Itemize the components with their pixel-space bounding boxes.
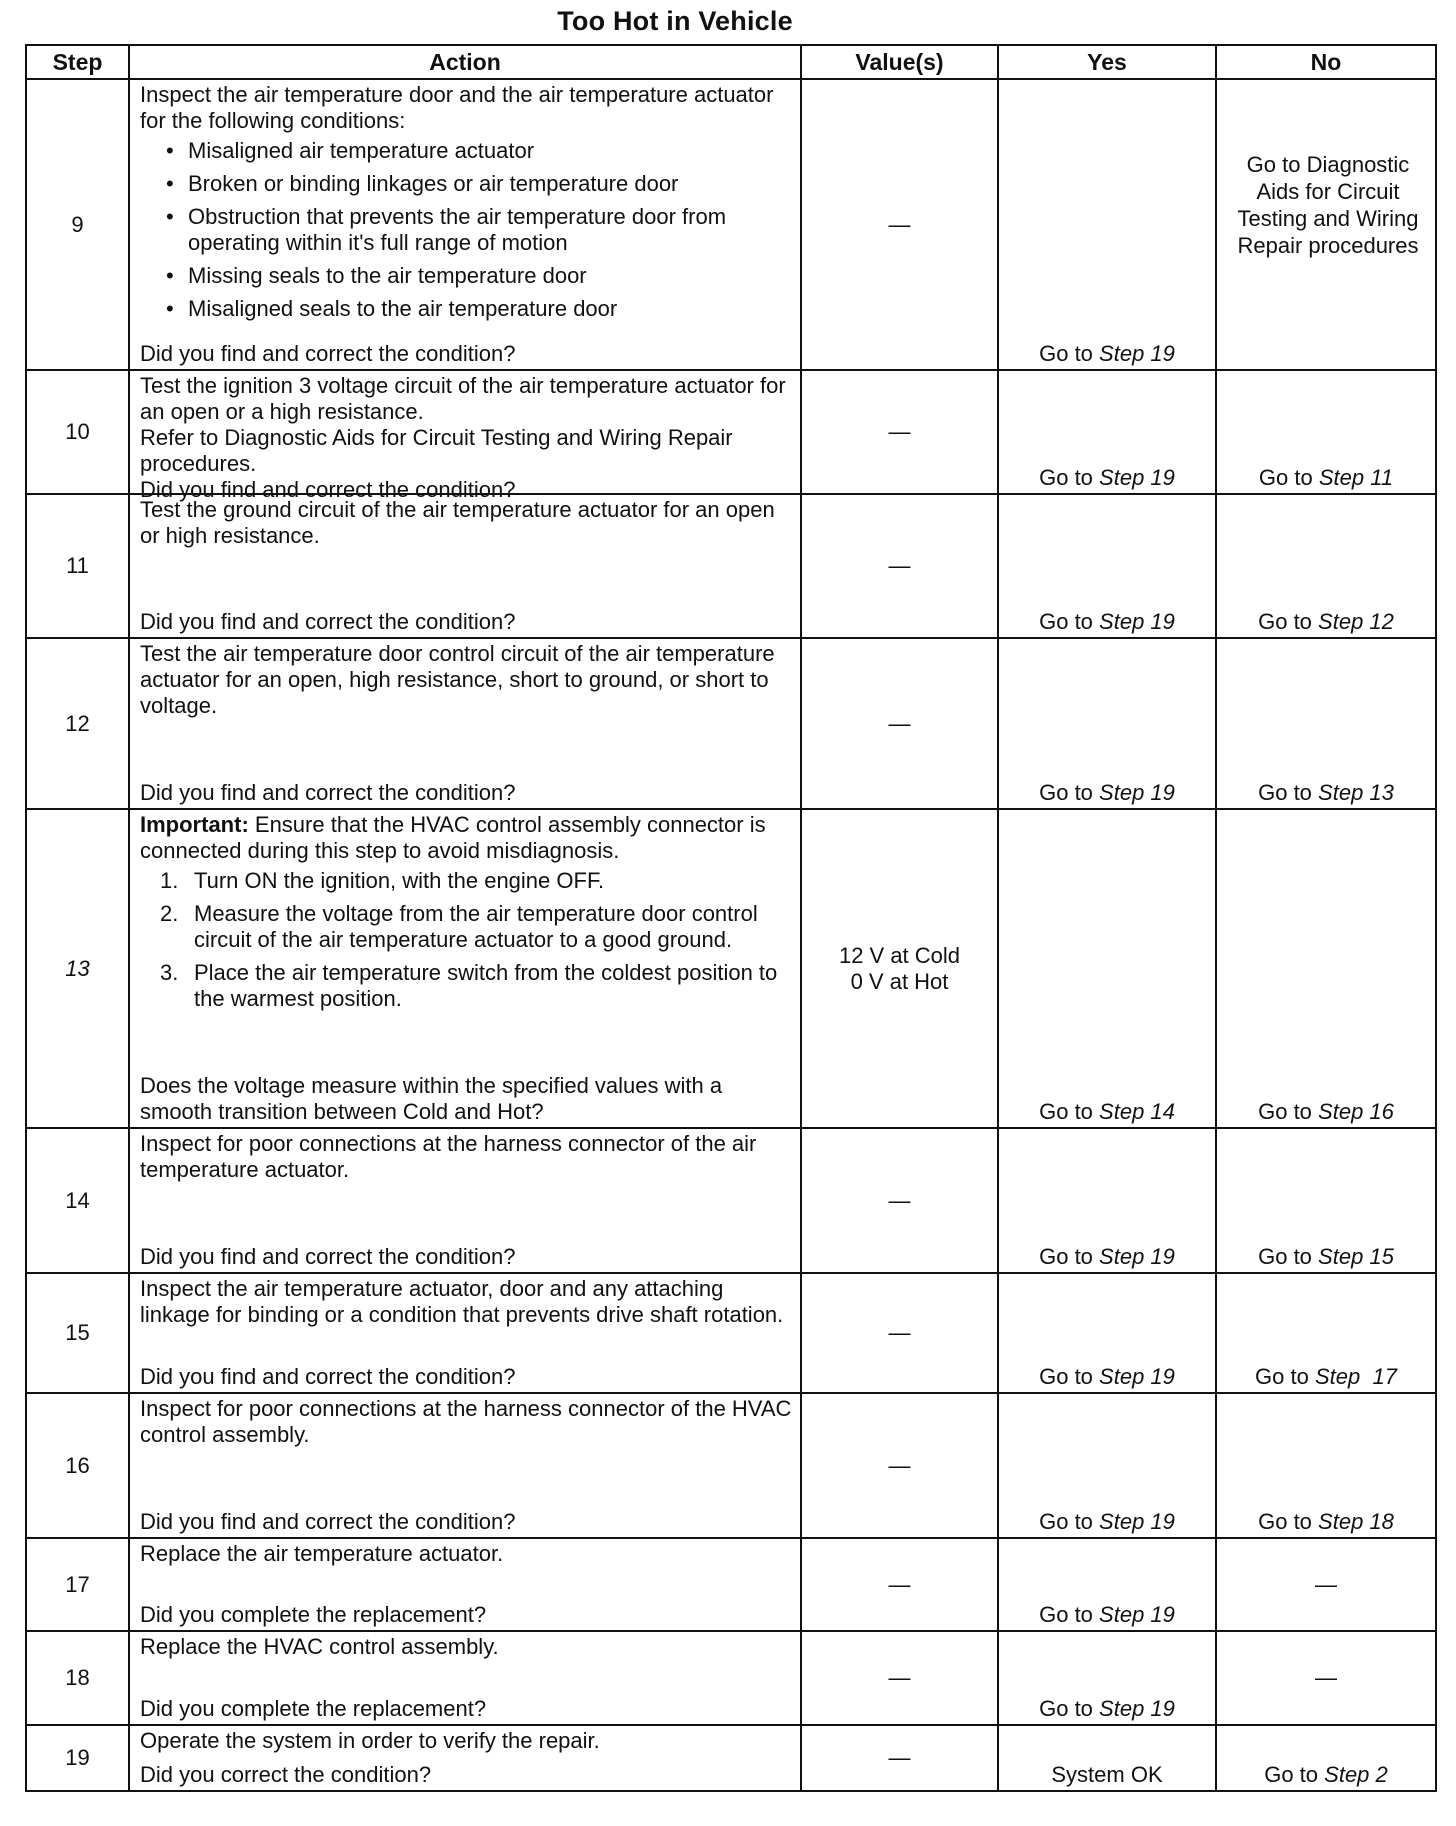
list-item: • Broken or binding linkages or air temperature door bbox=[166, 171, 792, 197]
step-ref: Step 18 bbox=[1318, 1509, 1394, 1534]
condition-list bbox=[140, 138, 792, 322]
action-cell bbox=[129, 1128, 801, 1273]
no-cell: — bbox=[1216, 1631, 1436, 1725]
value-cell bbox=[801, 809, 998, 1128]
step-ref: Step 19 bbox=[1099, 341, 1175, 366]
yes-cell: System OK bbox=[998, 1725, 1216, 1791]
action-cell bbox=[129, 370, 801, 502]
action-question: Did you find and correct the condition? bbox=[140, 780, 516, 805]
value-cell: — bbox=[801, 638, 998, 809]
value-cell: — bbox=[801, 1725, 998, 1791]
table-row bbox=[26, 809, 1436, 1128]
value-cell: — bbox=[801, 1128, 998, 1273]
yes-cell: Go to Step 19 bbox=[998, 1538, 1216, 1631]
value-cell: — bbox=[801, 1393, 998, 1538]
step-ref: Step 19 bbox=[1099, 1244, 1175, 1269]
step-ref: Step 2 bbox=[1324, 1762, 1388, 1787]
step-ref: Step 19 bbox=[1099, 609, 1175, 634]
header-yes: Yes bbox=[998, 45, 1216, 79]
action-text: Operate the system in order to verify the repair. bbox=[140, 1728, 600, 1753]
value-cell: — bbox=[801, 494, 998, 638]
action-text: Inspect for poor connections at the harness connector of the air temperature actuator. bbox=[140, 1131, 757, 1182]
action-cell bbox=[129, 1273, 801, 1393]
step-ref: Step 19 bbox=[1099, 780, 1175, 805]
step-ref: Step 14 bbox=[1099, 1099, 1175, 1124]
yes-cell: Go to Step 19 bbox=[998, 1393, 1216, 1538]
table-row bbox=[26, 638, 1436, 809]
step-number: 12 bbox=[26, 638, 129, 809]
list-item: • Misaligned air temperature actuator bbox=[166, 138, 792, 164]
action-cell bbox=[129, 809, 801, 1128]
step-number: 19 bbox=[26, 1725, 129, 1791]
yes-cell: Go to Step 19 bbox=[998, 638, 1216, 809]
step-number: 10 bbox=[26, 370, 129, 494]
header-step: Step bbox=[26, 45, 129, 79]
diagnostic-table bbox=[25, 44, 1437, 1792]
table-row bbox=[26, 1725, 1436, 1791]
action-cell bbox=[129, 1725, 801, 1791]
action-cell bbox=[129, 1631, 801, 1725]
action-cell bbox=[129, 79, 801, 370]
step-ref: Step 19 bbox=[1099, 465, 1175, 490]
step-ref: Step 19 bbox=[1099, 1364, 1175, 1389]
action-question: Did you correct the condition? bbox=[140, 1762, 432, 1787]
no-cell: Go to Step 18 bbox=[1216, 1393, 1436, 1538]
action-cell bbox=[129, 1538, 801, 1631]
step-number: 15 bbox=[26, 1273, 129, 1393]
step-ref: Step 13 bbox=[1318, 780, 1394, 805]
step-ref: Step 11 bbox=[1318, 465, 1394, 490]
action-text: Refer to Diagnostic Aids for Circuit Testing and Wiring Repair procedures. bbox=[140, 425, 733, 476]
value-line: 12 V at Cold bbox=[838, 942, 961, 968]
action-question: Does the voltage measure within the specified values with a smooth transition between Cold and Hot? bbox=[140, 1073, 723, 1124]
action-cell bbox=[129, 1393, 801, 1538]
step-ref: Step 19 bbox=[1099, 1509, 1175, 1534]
action-text: Inspect the air temperature actuator, door and any attaching linkage for binding or a condition that prevents drive shaft rotation. bbox=[140, 1276, 784, 1327]
action-question: Did you complete the replacement? bbox=[140, 1696, 487, 1721]
value-cell: — bbox=[801, 1631, 998, 1725]
important-note: Important: Ensure that the HVAC control assembly connector is connected during this step to avoid misdiagnosis. bbox=[140, 812, 766, 863]
list-item: 3. Place the air temperature switch from the coldest position to the warmest position. bbox=[160, 960, 778, 1011]
yes-cell: Go to Step 19 bbox=[998, 494, 1216, 638]
step-number: 11 bbox=[26, 494, 129, 638]
action-intro: Inspect the air temperature door and the air temperature actuator for the following conditions: bbox=[140, 82, 774, 133]
no-cell: Go to Step 2 bbox=[1216, 1725, 1436, 1791]
step-ref: Step 16 bbox=[1318, 1099, 1394, 1124]
yes-cell: Go to Step 19 bbox=[998, 1631, 1216, 1725]
important-label: Important: bbox=[140, 812, 249, 837]
header-values: Value(s) bbox=[801, 45, 998, 79]
table-row bbox=[26, 79, 1436, 370]
step-ref: Step 12 bbox=[1318, 609, 1394, 634]
no-cell: Go to Step 16 bbox=[1216, 809, 1436, 1128]
step-number: 16 bbox=[26, 1393, 129, 1538]
list-item: • Misaligned seals to the air temperature door bbox=[166, 296, 792, 322]
procedure-list bbox=[140, 868, 792, 1012]
step-number: 18 bbox=[26, 1631, 129, 1725]
table-row bbox=[26, 1128, 1436, 1273]
value-cell: — bbox=[801, 1538, 998, 1631]
table-row bbox=[26, 1538, 1436, 1631]
action-question: Did you complete the replacement? bbox=[140, 1602, 487, 1627]
step-ref: Step 19 bbox=[1099, 1602, 1175, 1627]
table-row bbox=[26, 1631, 1436, 1725]
step-number: 9 bbox=[26, 79, 129, 370]
action-cell bbox=[129, 638, 801, 809]
table-row bbox=[26, 1393, 1436, 1538]
yes-cell: Go to Step 19 bbox=[998, 1128, 1216, 1273]
action-text: Test the air temperature door control circuit of the air temperature actuator for an open, high resistance, short to ground, or short to voltage. bbox=[140, 641, 775, 718]
action-text: Inspect for poor connections at the harness connector of the HVAC control assembly. bbox=[140, 1396, 792, 1447]
yes-cell: Go to Step 14 bbox=[998, 809, 1216, 1128]
list-item: • Obstruction that prevents the air temperature door from operating within it's full range of motion bbox=[166, 204, 792, 256]
header-action: Action bbox=[129, 45, 801, 79]
list-item: 2. Measure the voltage from the air temperature door control circuit of the air temperature actuator to a good ground. bbox=[160, 901, 758, 952]
action-text: Replace the HVAC control assembly. bbox=[140, 1634, 499, 1659]
action-text: Replace the air temperature actuator. bbox=[140, 1541, 504, 1566]
action-question: Did you find and correct the condition? bbox=[140, 341, 516, 366]
action-text: Test the ignition 3 voltage circuit of the air temperature actuator for an open or a high resistance. bbox=[140, 373, 786, 424]
action-cell bbox=[129, 494, 801, 638]
value-line: 0 V at Hot bbox=[850, 968, 949, 994]
no-cell: Go to Step 17 bbox=[1216, 1273, 1436, 1393]
step-number: 14 bbox=[26, 1128, 129, 1273]
no-cell: Go to Step 11 bbox=[1216, 370, 1436, 494]
value-cell: — bbox=[801, 370, 998, 494]
value-cell: — bbox=[801, 79, 998, 370]
action-question: Did you find and correct the condition? bbox=[140, 1364, 516, 1389]
no-cell: — bbox=[1216, 1538, 1436, 1631]
no-cell: Go to Step 12 bbox=[1216, 494, 1436, 638]
action-question: Did you find and correct the condition? bbox=[140, 609, 516, 634]
table-row bbox=[26, 494, 1436, 638]
step-ref: Step 15 bbox=[1318, 1244, 1394, 1269]
header-row bbox=[26, 45, 1436, 79]
action-question: Did you find and correct the condition? bbox=[140, 1509, 516, 1534]
yes-cell: Go to Step 19 bbox=[998, 1273, 1216, 1393]
no-cell: Go to Step 13 bbox=[1216, 638, 1436, 809]
list-item: 1. Turn ON the ignition, with the engine OFF. bbox=[160, 868, 605, 893]
no-cell: Go to Step 15 bbox=[1216, 1128, 1436, 1273]
action-text: Test the ground circuit of the air temperature actuator for an open or high resistance. bbox=[140, 497, 775, 548]
action-question: Did you find and correct the condition? bbox=[140, 477, 516, 502]
step-number: 17 bbox=[26, 1538, 129, 1631]
yes-cell: Go to Step 19 bbox=[998, 370, 1216, 494]
value-cell: — bbox=[801, 1273, 998, 1393]
step-ref: Step 17 bbox=[1314, 1364, 1397, 1389]
page-title: Too Hot in Vehicle bbox=[557, 6, 793, 36]
step-ref: Step 19 bbox=[1099, 1696, 1175, 1721]
step-number: 13 bbox=[26, 809, 129, 1128]
header-no: No bbox=[1216, 45, 1436, 79]
table-row bbox=[26, 1273, 1436, 1393]
yes-cell: Go to Step 19 bbox=[998, 79, 1216, 370]
no-cell: Go to Diagnostic Aids for Circuit Testing and Wiring Repair procedures bbox=[1216, 79, 1436, 370]
list-item: • Missing seals to the air temperature door bbox=[166, 263, 792, 289]
table-row bbox=[26, 370, 1436, 494]
action-question: Did you find and correct the condition? bbox=[140, 1244, 516, 1269]
